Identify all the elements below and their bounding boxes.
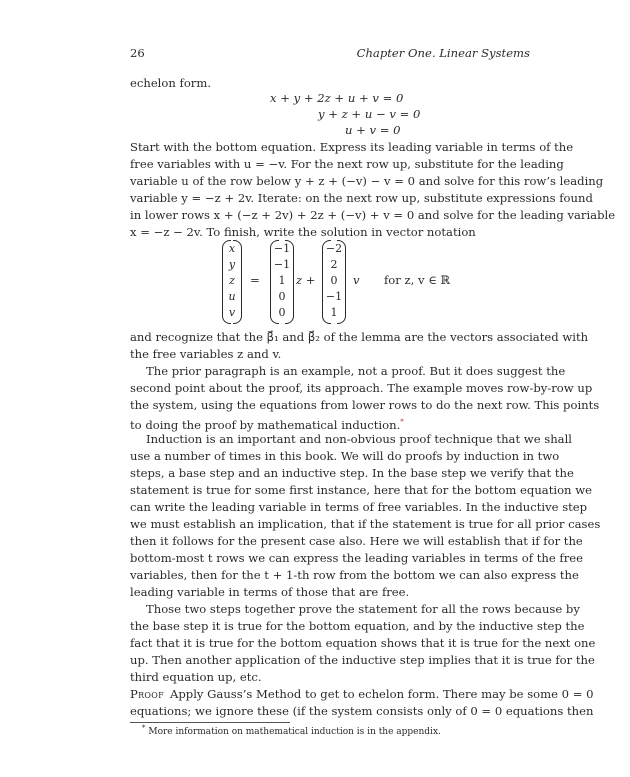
para3-line: the system, using the equations from lower rows to do the next row. This points (130, 398, 600, 412)
para3-line: second point about the proof, its approach. The example moves row-by-row up (130, 381, 593, 395)
para5-line: fact that it is true for the bottom equation shows that it is true for the next one (130, 636, 596, 650)
system-eq-2: y + z + u − v = 0 (318, 107, 421, 121)
vector-entry: 0 (330, 274, 338, 287)
vector-entry: 0 (278, 306, 286, 319)
running-header (130, 46, 530, 62)
para1-line: in lower rows x + (−z + 2v) + 2z + (−v) + v = 0 and solve for the leading variable (130, 208, 616, 222)
page-number: 26 (130, 46, 145, 60)
footnote-rule (130, 722, 290, 723)
para5-line: the base step it is true for the bottom equation, and by the inductive step the (130, 619, 585, 633)
vector-entry: u (228, 290, 236, 303)
v-variable: v (353, 273, 360, 287)
para3-line: The prior paragraph is an example, not a proof. But it does suggest the (146, 364, 566, 378)
para5-line: third equation up, etc. (130, 670, 262, 684)
vector-entry: 1 (278, 274, 286, 287)
footnote (142, 724, 441, 737)
para4-line: statement is true for some first instance, here that for the bottom equation we (130, 483, 592, 497)
vector-entry: −1 (273, 242, 291, 255)
vector-entry: 0 (278, 290, 286, 303)
vector-entry: −1 (273, 258, 291, 271)
para4-line: variables, then for the t + 1-th row from the bottom we can also express the (130, 568, 579, 582)
para4-line: can write the leading variable in terms of free variables. In the inductive step (130, 500, 588, 514)
beta1-vector (270, 240, 294, 322)
para4-line: we must establish an implication, that if the statement is true for all prior cases (130, 517, 601, 531)
chapter-title: Chapter One. Linear Systems (356, 46, 530, 60)
vars-vector (222, 240, 242, 322)
beta2-vector (322, 240, 346, 322)
system-eq-1: x + y + 2z + u + v = 0 (270, 91, 404, 105)
para2-line: the free variables z and v. (130, 347, 282, 361)
para4-line: steps, a base step and an inductive step. In the base step we verify that the (130, 466, 574, 480)
para1-line: x = −z − 2v. To finish, write the solution in vector notation (130, 225, 476, 239)
equals-sign: = (250, 273, 260, 287)
para1-line: free variables with u = −v. For the next row up, substitute for the leading (130, 157, 564, 171)
para3-last-text: to doing the proof by mathematical induction. (130, 417, 401, 432)
vector-entry: z (229, 274, 235, 287)
vector-entry: 2 (330, 258, 338, 271)
vector-entry: 1 (330, 306, 338, 319)
para1-line: Start with the bottom equation. Express its leading variable in terms of the (130, 140, 574, 154)
proof-label: Proof (130, 687, 164, 701)
para4-line: bottom-most t rows we can express the leading variables in terms of the free (130, 551, 583, 565)
proof-text: Apply Gauss’s Method to get to echelon form. There may be some 0 = 0 (170, 687, 594, 701)
para4-line: then it follows for the present case also. Here we will establish that if for the (130, 534, 583, 548)
para5-line: up. Then another application of the inductive step implies that it is true for the (130, 653, 595, 667)
para5-line: Those two steps together prove the statement for all the rows because by (146, 602, 580, 616)
vector-entry: x (228, 242, 236, 255)
proof-line (130, 686, 594, 703)
domain-condition: for z, v ∈ ℝ (384, 273, 451, 287)
intro-text: echelon form. (130, 76, 212, 90)
vector-entry: v (228, 306, 236, 319)
para4-line: leading variable in terms of those that are free. (130, 585, 410, 599)
footnote-symbol: * (142, 724, 146, 732)
para1-line: variable u of the row below y + z + (−v) − v = 0 and solve for this row’s leading (130, 174, 604, 188)
vector-entry: y (228, 258, 236, 271)
para4-line: Induction is an important and non-obvious proof technique that we shall (146, 432, 573, 446)
system-eq-3: u + v = 0 (345, 123, 401, 137)
footnote-text: More information on mathematical induction is in the appendix. (148, 727, 441, 737)
z-plus: z + (296, 273, 316, 287)
vector-entry: −2 (325, 242, 343, 255)
vector-entry: −1 (325, 290, 343, 303)
para2-line: and recognize that the β⃗₁ and β⃗₂ of the lemma are the vectors associated with (130, 330, 589, 344)
footnote-marker[interactable]: * (400, 418, 404, 426)
proof-line-2: equations; we ignore these (if the system consists only of 0 = 0 equations then (130, 704, 594, 718)
para4-line: use a number of times in this book. We will do proofs by induction in two (130, 449, 560, 463)
para1-line: variable y = −z + 2v. Iterate: on the next row up, substitute expressions found (130, 191, 593, 205)
